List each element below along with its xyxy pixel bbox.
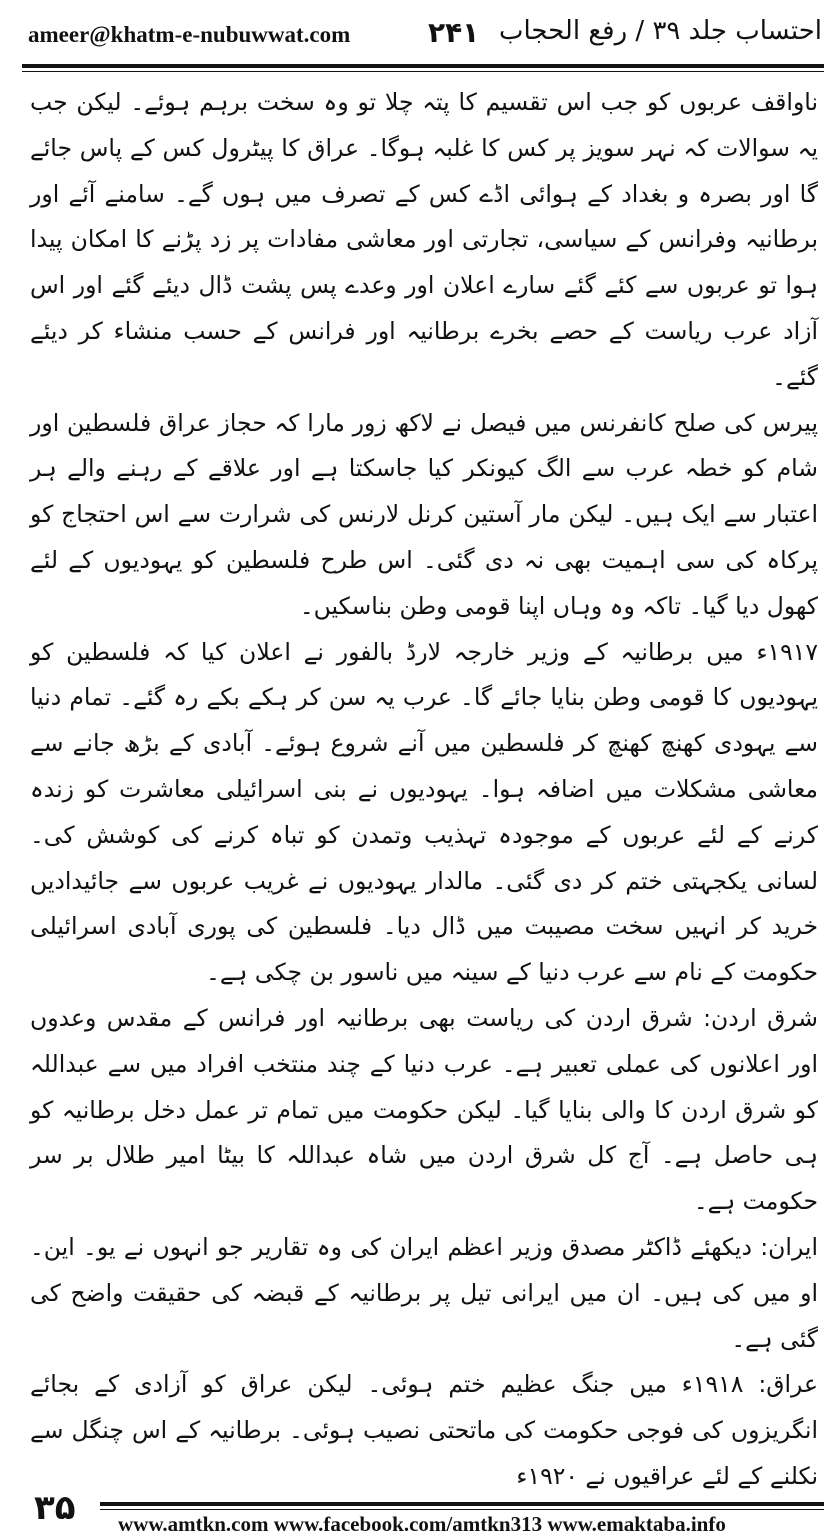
header-rule-thin xyxy=(22,71,824,72)
paragraph: ایران: دیکھئے ڈاکٹر مصدق وزیر اعظم ایران کی وہ تقاریر جو انہوں نے یو۔ این۔ او میں کی ہیں۔ ان میں ایرانی تیل پر برطانیہ کے قبضہ کی حقیقت واضح کی گئی ہے۔ xyxy=(30,1232,818,1353)
footer-links[interactable]: www.amtkn.com www.facebook.com/amtkn313 www.emaktaba.info xyxy=(118,1512,726,1536)
paragraph: شرق اردن: شرق اردن کی ریاست بھی برطانیہ اور فرانس کے مقدس وعدوں اور اعلانوں کی عملی تعبیر ہے۔ عرب دنیا کے چند منتخب افراد میں سے عبداللہ کو شرق اردن کا والی بنایا گیا۔ لیکن حکومت میں تمام تر عمل دخل برطانیہ کو ہی حاصل ہے۔ آج کل شرق اردن میں شاہ عبداللہ کا بیٹا امیر طلال بر سر حکومت ہے۔ xyxy=(30,1003,818,1216)
page-body xyxy=(30,80,818,1490)
footer-rule-thick xyxy=(100,1502,824,1506)
page-header xyxy=(28,10,822,62)
header-email: ameer@khatm-e-nubuwwat.com xyxy=(28,22,351,47)
header-book-title: احتساب جلد ۳۹ / رفع الحجاب xyxy=(498,16,822,46)
header-rule-thick xyxy=(22,64,824,68)
footer-rule-thin xyxy=(100,1509,824,1510)
header-page-number: ۲۴۱ xyxy=(428,16,480,49)
page-footer xyxy=(0,1488,840,1540)
paragraph: ۱۹۱۷ء میں برطانیہ کے وزیر خارجہ لارڈ بالفور نے اعلان کیا کہ فلسطین کو یہودیوں کا قومی وطن بنایا جائے گا۔ عرب یہ سن کر ہکے بکے رہ گئے۔ تمام دنیا سے یہودی کھنچ کھنچ کر فلسطین میں آنے شروع ہوئے۔ آبادی کے بڑھ جانے سے معاشی مشکلات میں اضافہ ہوا۔ یہودیوں نے بنی اسرائیلی معاشرت کو زندہ کرنے کے لئے عربوں کے موجودہ تہذیب وتمدن کو تباہ کرنے کی کوشش کی۔ لسانی یکجہتی ختم کر دی گئی۔ مالدار یہودیوں نے غریب عربوں سے جائیدادیں خرید کر انہیں سخت مصیبت میں ڈال دیا۔ فلسطین کی پوری آبادی اسرائیلی حکومت کے نام سے عرب دنیا کے سینہ میں ناسور بن چکی ہے۔ xyxy=(30,637,818,987)
paragraph: پیرس کی صلح کانفرنس میں فیصل نے لاکھ زور مارا کہ حجاز عراق فلسطین اور شام کو خطہ عرب سے الگ کیونکر کیا جاسکتا ہے اور علاقے کے رہنے والے ہر اعتبار سے ایک ہیں۔ لیکن مار آستین کرنل لارنس کی شرارت سے اس احتجاج کو پرکاہ کی سی اہمیت بھی نہ دی گئی۔ اس طرح فلسطین کو یہودیوں کے لئے کھول دیا گیا۔ تاکہ وہ وہاں اپنا قومی وطن بناسکیں۔ xyxy=(30,408,818,620)
paragraph: ناواقف عربوں کو جب اس تقسیم کا پتہ چلا تو وہ سخت برہم ہوئے۔ لیکن جب یہ سوالات کہ نہر سویز پر کس کا غلبہ ہوگا۔ عراق کا پیٹرول کس کے پاس جائے گا اور بصرہ و بغداد کے ہوائی اڈے کس کے تصرف میں ہوں گے۔ سامنے آئے اور برطانیہ وفرانس کے سیاسی، تجارتی اور معاشی مفادات پر زد پڑنے کا امکان پیدا ہوا تو عربوں سے کئے گئے سارے اعلان اور وعدے پس پشت ڈال دیئے گئے اور اس آزاد عرب ریاست کے حصے بخرے برطانیہ اور فرانس کے حسب منشاء کر دیئے گئے۔ xyxy=(30,88,818,391)
footer-page-number: ۳۵ xyxy=(34,1488,76,1528)
paragraph: عراق: ۱۹۱۸ء میں جنگ عظیم ختم ہوئی۔ لیکن عراق کو آزادی کے بجائے انگریزوں کی فوجی حکومت کی ماتحتی نصیب ہوئی۔ برطانیہ کے اس چنگل سے نکلنے کے لئے عراقیوں نے ۱۹۲۰ء xyxy=(30,1370,818,1490)
